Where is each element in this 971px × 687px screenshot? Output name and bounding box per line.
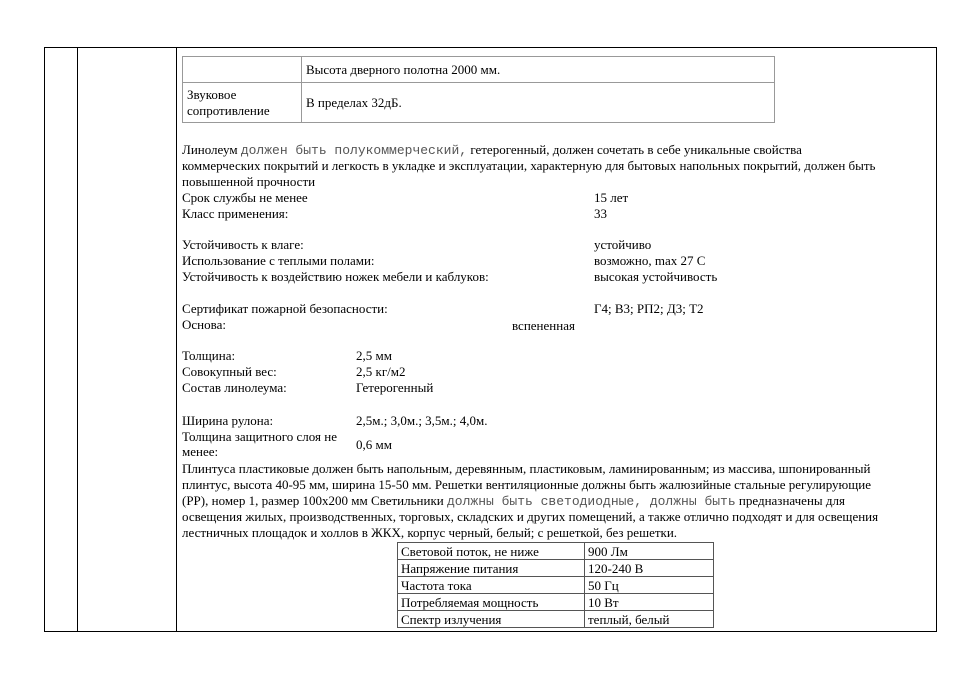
table-right-border: [936, 47, 937, 632]
lighting-spec-value: 50 Гц: [585, 577, 714, 594]
lighting-spec-value: 120-240 В: [585, 560, 714, 577]
linoleum-intro-line-1: [182, 142, 802, 158]
spec-value: 0,6 мм: [356, 437, 392, 452]
plinth-line-4: освещения жилых, производственных, торговых, складских и других помещений, а также отлично подходят и для освещения: [182, 509, 879, 524]
lighting-spec-label: Спектр излучения: [398, 611, 585, 628]
door-spec-label: [183, 57, 302, 83]
spec-label: Толщина:: [182, 348, 236, 363]
plinth-line-2: плинтус, высота 40-95 мм, ширина 15-50 мм. Решетки вентиляционные должны быть жалюзийные стальные регулирующие: [182, 477, 871, 492]
plinth-text-2: предназначены для: [735, 493, 845, 508]
lighting-spec-label: Световой поток, не ниже: [398, 543, 585, 560]
spec-value: возможно, max 27 С: [594, 253, 706, 268]
spec-value: 15 лет: [594, 190, 629, 205]
plinth-line-3: [182, 493, 845, 509]
spec-label: Устойчивость к воздействию ножек мебели и каблуков:: [182, 269, 489, 284]
table-left-border: [44, 47, 45, 632]
spec-value: Гетерогенный: [356, 380, 434, 395]
spec-label: Совокупный вес:: [182, 364, 277, 379]
spec-label: Ширина рулона:: [182, 413, 274, 428]
linoleum-intro-line-2: коммерческих покрытий и легкость в укладке и эксплуатации, характерную для бытовых напольных покрытий, должен быть: [182, 158, 876, 173]
door-spec-value: Высота дверного полотна 2000 мм.: [302, 57, 775, 83]
spec-label: менее:: [182, 444, 219, 459]
spec-value: 2,5 мм: [356, 348, 392, 363]
table-row: [183, 57, 775, 83]
linoleum-intro-mono: должен быть полукоммерческий,: [240, 143, 468, 158]
table-row: [183, 83, 775, 123]
table-row: [398, 543, 714, 560]
spec-label: Класс применения:: [182, 206, 289, 221]
linoleum-intro-text-2: гетерогенный, должен сочетать в себе уникальные свойства: [467, 142, 802, 157]
linoleum-intro-line-3: повышенной прочности: [182, 174, 316, 189]
table-row: [398, 577, 714, 594]
lighting-spec-label: Потребляемая мощность: [398, 594, 585, 611]
plinth-mono: должны быть светодиодные, должны быть: [447, 494, 736, 509]
lighting-spec-label: Частота тока: [398, 577, 585, 594]
linoleum-intro-text: Линолеум: [182, 142, 241, 157]
lighting-spec-label: Напряжение питания: [398, 560, 585, 577]
spec-value: высокая устойчивость: [594, 269, 718, 284]
table-row: [398, 611, 714, 628]
spec-value: 2,5 кг/м2: [356, 364, 406, 379]
spec-label: Состав линолеума:: [182, 380, 287, 395]
lighting-specs-table: [397, 542, 714, 628]
plinth-line-1: Плинтуса пластиковые должен быть напольным, деревянным, пластиковым, ламинированным; из массива, шпонированный: [182, 461, 871, 476]
table-column-divider-2: [176, 47, 177, 632]
spec-label: Сертификат пожарной безопасности:: [182, 301, 388, 316]
door-specs-table: [182, 56, 775, 123]
spec-label: Основа:: [182, 317, 226, 332]
spec-label: Срок службы не менее: [182, 190, 308, 205]
spec-value: 2,5м.; 3,0м.; 3,5м.; 4,0м.: [356, 413, 488, 428]
table-row: [398, 560, 714, 577]
spec-label: Толщина защитного слоя не: [182, 429, 337, 444]
spec-label: Использование с теплыми полами:: [182, 253, 375, 268]
table-top-border: [44, 47, 937, 48]
spec-value: устойчиво: [594, 237, 652, 252]
spec-value: Г4; В3; РП2; Д3; Т2: [594, 301, 704, 316]
spec-value: 33: [594, 206, 607, 221]
spec-value: вспененная: [512, 318, 575, 333]
table-row: [398, 594, 714, 611]
lighting-spec-value: 10 Вт: [585, 594, 714, 611]
door-spec-value: В пределах 32дБ.: [302, 83, 775, 123]
plinth-text: (РР), номер 1, размер 100х200 мм Светильники: [182, 493, 447, 508]
lighting-spec-value: теплый, белый: [585, 611, 714, 628]
plinth-line-5: лестничных площадок и холлов в ЖКХ, корпус черный, белый; с решеткой, без решетки.: [182, 525, 678, 540]
table-bottom-border: [44, 631, 937, 632]
lighting-spec-value: 900 Лм: [585, 543, 714, 560]
table-column-divider-1: [77, 47, 78, 632]
spec-label: Устойчивость к влаге:: [182, 237, 304, 252]
door-spec-label: Звуковое сопротивление: [183, 83, 302, 123]
